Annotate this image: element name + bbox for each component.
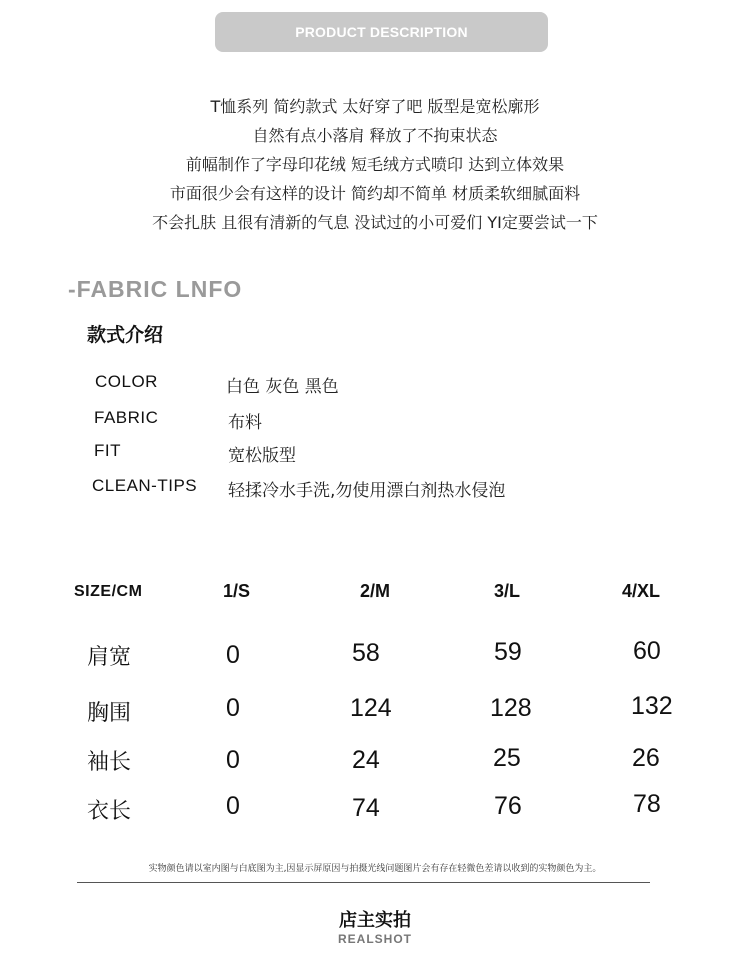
info-value: 宽松版型 xyxy=(228,446,296,466)
size-header-unit: SIZE/CM xyxy=(74,583,143,600)
size-cell: 60 xyxy=(633,637,661,665)
banner-label: PRODUCT DESCRIPTION xyxy=(295,24,468,40)
size-header-s: 1/S xyxy=(223,581,251,601)
size-row-label: 衣长 xyxy=(87,799,132,824)
info-row-clean-tips xyxy=(0,476,750,502)
realshot-subtitle: REALSHOT xyxy=(338,932,412,946)
info-value: 轻揉冷水手洗,勿使用漂白剂热水侵泡 xyxy=(228,481,506,501)
size-row-label: 袖长 xyxy=(87,750,132,775)
size-cell: 128 xyxy=(490,694,532,722)
product-description-banner xyxy=(215,12,548,52)
footer-divider xyxy=(77,882,650,883)
info-value: 布料 xyxy=(228,413,262,433)
size-row-label: 胸围 xyxy=(87,701,132,726)
info-row-color xyxy=(0,372,750,398)
info-key: FABRIC xyxy=(94,408,159,427)
product-description-text xyxy=(0,92,750,237)
size-cell: 24 xyxy=(352,746,380,774)
size-header-m: 2/M xyxy=(360,581,391,601)
size-cell: 0 xyxy=(226,792,240,820)
size-cell: 59 xyxy=(494,638,522,666)
size-cell: 26 xyxy=(632,744,660,772)
description-line: T恤系列 简约款式 太好穿了吧 版型是宽松廓形 xyxy=(210,97,540,116)
size-cell: 0 xyxy=(226,641,240,669)
color-disclaimer-note: 实物颜色请以室内图与白底图为主,因显示屏原因与拍摄光线问题图片会有存在轻微色差请以收到的实物颜色为主。 xyxy=(148,864,602,874)
style-intro-title: 款式介绍 xyxy=(87,324,164,346)
fabric-info-heading: -FABRIC LNFO xyxy=(68,276,243,302)
size-cell: 132 xyxy=(631,692,673,720)
size-header-xl: 4/XL xyxy=(622,581,661,601)
description-line: 前幅制作了字母印花绒 短毛绒方式喷印 达到立体效果 xyxy=(185,155,565,174)
info-row-fit xyxy=(0,441,750,467)
size-cell: 124 xyxy=(350,694,392,722)
info-value: 白色 灰色 黑色 xyxy=(226,377,339,397)
description-line: 不会扎肤 且很有清新的气息 没试过的小可爱们 YI定要尝试一下 xyxy=(152,213,598,232)
realshot-title: 店主实拍 xyxy=(339,910,411,931)
size-cell: 78 xyxy=(633,790,661,818)
size-cell: 25 xyxy=(493,744,521,772)
size-header-l: 3/L xyxy=(494,581,521,601)
size-cell: 58 xyxy=(352,639,380,667)
size-row-label: 肩宽 xyxy=(87,645,132,670)
size-cell: 74 xyxy=(352,794,380,822)
description-line: 自然有点小落肩 释放了不拘束状态 xyxy=(252,126,498,145)
info-row-fabric xyxy=(0,408,750,434)
info-key: COLOR xyxy=(95,372,158,391)
size-cell: 76 xyxy=(494,792,522,820)
info-key: CLEAN-TIPS xyxy=(92,476,198,495)
description-line: 市面很少会有这样的设计 简约却不简单 材质柔软细腻面料 xyxy=(169,184,581,203)
size-cell: 0 xyxy=(226,746,240,774)
size-cell: 0 xyxy=(226,694,240,722)
info-key: FIT xyxy=(94,441,121,460)
